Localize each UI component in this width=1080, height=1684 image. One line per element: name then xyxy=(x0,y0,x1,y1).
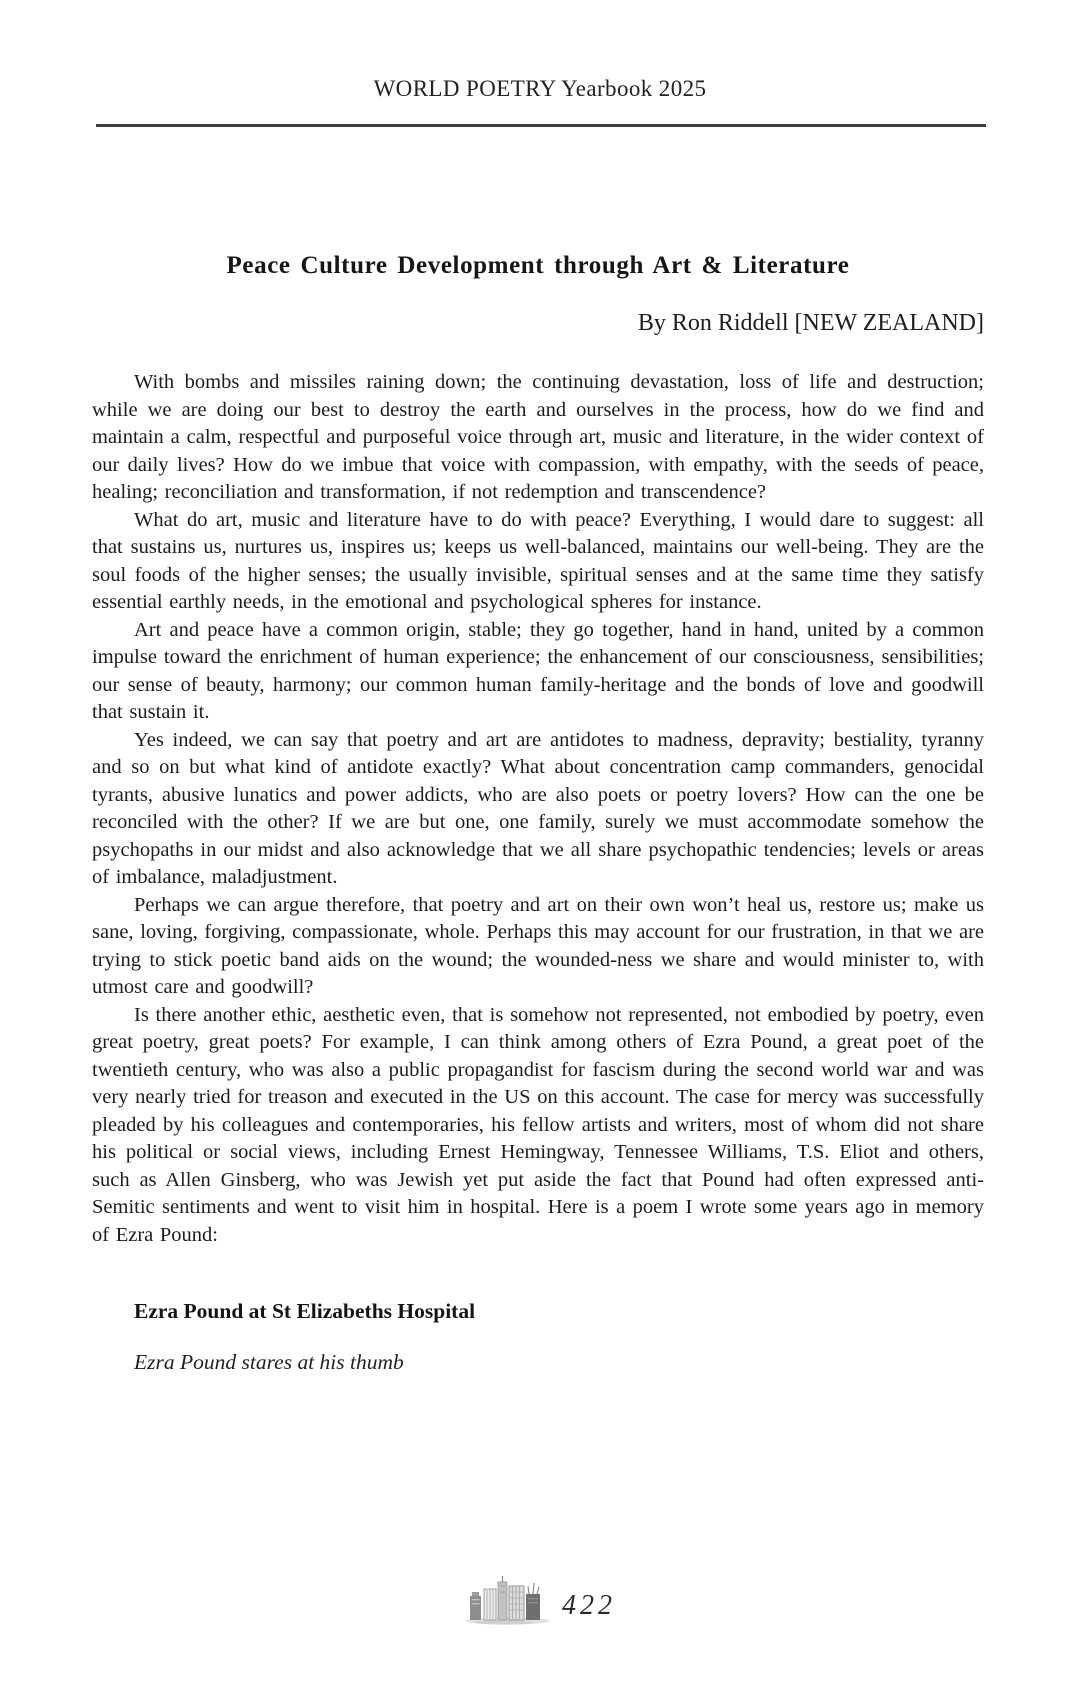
article xyxy=(92,252,984,1375)
city-buildings-icon xyxy=(464,1574,556,1626)
paragraph: With bombs and missiles raining down; the continuing devastation, loss of life and destruction; while we are doing our best to destroy the earth and ourselves in the process, how do we find and maintain a calm, respectful and purposeful voice through art, music and literature, in the wider context of our daily lives? How do we imbue that voice with compassion, with empathy, with the seeds of peace, healing; reconciliation and transformation, if not redemption and transcendence? xyxy=(92,371,984,503)
page-footer xyxy=(0,1574,1080,1626)
poem-title: Ezra Pound at St Elizabeths Hospital xyxy=(134,1299,476,1323)
page-number: 422 xyxy=(562,1590,616,1621)
paragraph: Yes indeed, we can say that poetry and art are antidotes to madness, depravity; bestiality, tyranny and so on but what kind of antidote exactly? What about concentration camp commanders, genocidal tyrants, abusive lunatics and power addicts, who are also poets or poetry lovers? How can the one be reconciled with the other? If we are but one, one family, surely we must accommodate somehow the psychopaths in our midst and also acknowledge that we all share psychopathic tendencies; levels or areas of imbalance, maladjustment. xyxy=(92,728,984,888)
poem-first-line: Ezra Pound stares at his thumb xyxy=(134,1350,404,1374)
paragraph: What do art, music and literature have to do with peace? Everything, I would dare to suggest: all that sustains us, nurtures us, inspires us; keeps us well-balanced, maintains our well-being. They are the soul foods of the higher senses; the usually invisible, spiritual senses and at the same time they satisfy essential earthly needs, in the emotional and psychological spheres for instance. xyxy=(92,508,984,613)
article-body xyxy=(92,369,984,1249)
paragraph: Art and peace have a common origin, stable; they go together, hand in hand, united by a common impulse toward the enrichment of human experience; the enhancement of our consciousness, sensibilities; our sense of beauty, harmony; our common human family-heritage and the bonds of love and goodwill that sustain it. xyxy=(92,618,984,723)
running-head: WORLD POETRY Yearbook 2025 xyxy=(373,76,707,101)
header-rule xyxy=(96,124,986,127)
paragraph: Perhaps we can argue therefore, that poetry and art on their own won’t heal us, restore us; make us sane, loving, forgiving, compassionate, whole. Perhaps this may account for our frustration, in that we are trying to stick poetic band aids on the wound; the wounded-ness we share and would minister to, with utmost care and goodwill? xyxy=(92,893,984,998)
paragraph: Is there another ethic, aesthetic even, that is somehow not represented, not embodied by poetry, even great poetry, great poets? For example, I can think among others of Ezra Pound, a great poet of the twentieth century, who was also a public propagandist for fascism during the second world war and was very nearly tried for treason and executed in the US on this account. The case for mercy was successfully pleaded by his colleagues and contemporaries, his fellow artists and writers, most of whom did not share his political or social views, including Ernest Hemingway, Tennessee Williams, T.S. Eliot and others, such as Allen Ginsberg, who was Jewish yet put aside the fact that Pound had often expressed anti-Semitic sentiments and went to visit him in hospital. Here is a poem I wrote some years ago in memory of Ezra Pound: xyxy=(92,1003,984,1246)
article-title: Peace Culture Development through Art & Literature xyxy=(226,252,850,279)
byline: By Ron Riddell [NEW ZEALAND] xyxy=(637,310,984,336)
